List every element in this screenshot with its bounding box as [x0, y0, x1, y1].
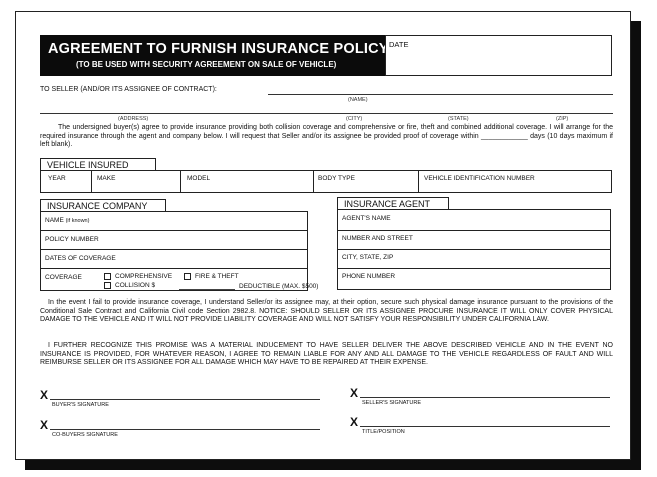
fire-theft-checkbox[interactable]: FIRE & THEFT — [184, 273, 239, 280]
vehicle-table — [40, 170, 612, 193]
seller-state-caption: (STATE) — [448, 116, 469, 122]
dates-of-coverage-label[interactable]: DATES OF COVERAGE — [45, 255, 116, 262]
agent-city-label[interactable]: CITY, STATE, ZIP — [342, 254, 394, 261]
buyer-x-mark: X — [40, 388, 49, 402]
seller-label: TO SELLER (AND/OR ITS ASSIGNEE OF CONTRACT): — [40, 86, 217, 93]
company-name-label[interactable]: NAME (if known) — [45, 217, 90, 224]
seller-name-caption: (NAME) — [348, 97, 368, 103]
coverage-label: COVERAGE — [45, 274, 82, 281]
agent-heading: INSURANCE AGENT — [337, 197, 449, 210]
title-position-line[interactable] — [360, 426, 610, 427]
seller-name-line[interactable] — [268, 94, 613, 95]
seller-address-caption: (ADDRESS) — [118, 116, 149, 122]
vehicle-col-model: MODEL — [187, 175, 211, 182]
form-title: AGREEMENT TO FURNISH INSURANCE POLICY — [48, 41, 389, 57]
buyer-signature-label: BUYER'S SIGNATURE — [52, 402, 109, 408]
vehicle-heading: VEHICLE INSURED — [40, 158, 156, 170]
title-x-mark: X — [350, 415, 359, 429]
title-position-label: TITLE/POSITION — [362, 429, 405, 435]
agent-street-label[interactable]: NUMBER AND STREET — [342, 235, 413, 242]
form-sheet — [15, 11, 631, 460]
comprehensive-checkbox[interactable]: COMPREHENSIVE — [104, 273, 172, 280]
date-field[interactable] — [385, 35, 612, 76]
vehicle-col-body-type: BODY TYPE — [318, 175, 355, 182]
agent-name-label[interactable]: AGENT'S NAME — [342, 215, 391, 222]
policy-number-label[interactable]: POLICY NUMBER — [45, 236, 99, 243]
agent-table — [337, 209, 611, 290]
seller-address-line[interactable] — [40, 113, 613, 114]
buyer-signature-line[interactable] — [50, 399, 320, 400]
company-table — [40, 211, 319, 291]
liability-paragraph: I FURTHER RECOGNIZE THIS PROMISE WAS A MATERIAL INDUCEMENT TO HAVE SELLER DELIVER THE ABOVE DESCRIBED VEHICLE AND IN THE EVENT NO INSURANCE IS PROVIDED, FOR WHATEVER REASON, I AGREE TO REMAIN LIABLE FOR ANY AND ALL DAMAGE TO THE VEHICLE REGARDLESS OF FAULT AND WILL REIMBURSE SELLER OR ITS ASSIGNEE FOR ALL DAMAGE WHICH MAY HAVE TO BE REPAIRED AT THEIR EXPENSE. — [40, 342, 613, 366]
title-banner — [40, 35, 389, 76]
seller-zip-caption: (ZIP) — [556, 116, 569, 122]
vehicle-col-make: MAKE — [97, 175, 116, 182]
cobuyer-signature-line[interactable] — [50, 429, 320, 430]
collision-checkbox[interactable]: COLLISION $ — [104, 282, 155, 289]
deductible-label: DEDUCTIBLE (MAX. $500) — [239, 283, 319, 290]
seller-city-caption: (CITY) — [346, 116, 363, 122]
seller-x-mark: X — [350, 386, 359, 400]
agent-phone-label[interactable]: PHONE NUMBER — [342, 273, 396, 280]
form-subtitle: (TO BE USED WITH SECURITY AGREEMENT ON SALE OF VEHICLE) — [76, 60, 337, 69]
vehicle-col-year: YEAR — [48, 175, 66, 182]
date-label: DATE — [389, 40, 409, 49]
notice-paragraph: In the event I fail to provide insurance coverage, I understand Seller/or its assignee may, at their option, secure such physical damage insurance pursuant to the provisions of the Conditional Sale Contract and California Civil code Section 2982.8. NOTICE: SHOULD SELLER OR ITS ASSIGNEE PROCURE INSURANCE IT WILL ONLY COVER PHYSICAL DAMAGE TO THE VEHICLE AND IT WILL NOT PROVIDE LIABILITY COVERAGE AND WILL NOT SATISFY YOUR RESPONSIBILITY UNDER CALIFORNIA LAW. — [40, 299, 613, 323]
cobuyer-x-mark: X — [40, 418, 49, 432]
vehicle-col-vin: VEHICLE IDENTIFICATION NUMBER — [424, 175, 535, 182]
seller-signature-line[interactable] — [360, 397, 610, 398]
seller-signature-label: SELLER'S SIGNATURE — [362, 400, 422, 406]
cobuyer-signature-label: CO-BUYERS SIGNATURE — [52, 432, 118, 438]
collision-amount-line[interactable] — [179, 289, 235, 290]
intro-paragraph: The undersigned buyer(s) agree to provide insurance providing both collision coverage and comprehensive or fire, theft and combined additional coverage. I will arrange for the required insurance through the agent and company below. I will request that Seller and/or its assignee be provided proof of coverage within ____________ days (10 days maximum if left blank). — [40, 124, 613, 148]
company-heading: INSURANCE COMPANY — [40, 199, 166, 211]
